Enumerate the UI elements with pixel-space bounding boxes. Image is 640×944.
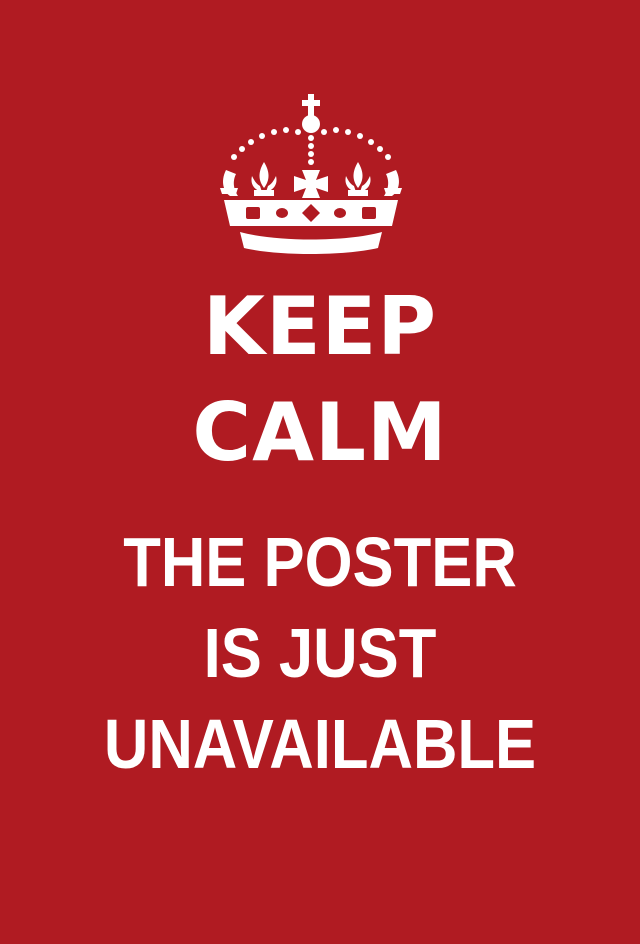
message-line-3: UNAVAILABLE xyxy=(103,705,537,783)
message-line-1: THE POSTER xyxy=(123,523,517,601)
message-line-2: IS JUST xyxy=(203,614,437,692)
headline-calm: CALM xyxy=(192,386,448,479)
crown-icon xyxy=(216,92,406,254)
headline-keep: KEEP xyxy=(203,280,437,373)
